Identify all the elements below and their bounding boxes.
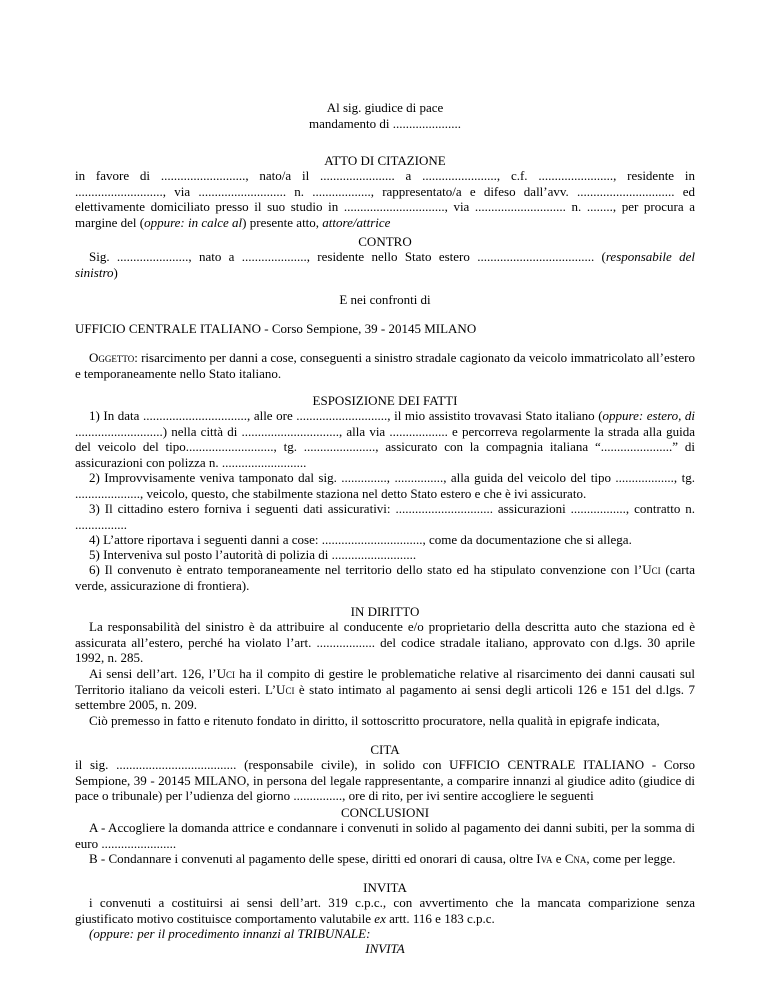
contro-italic: responsabile del sinistro xyxy=(75,249,695,280)
intro-role: attore/attrice xyxy=(322,214,391,230)
conclusioni-b xyxy=(75,851,695,867)
diritto-p2-abbr-1: ci xyxy=(226,666,236,681)
fatto-1-text: 1) In data ................................, alle ore ............................, il mio assistito trovavasi Stato italiano ( xyxy=(89,408,603,423)
document-title: ATTO DI CITAZIONE xyxy=(324,153,446,168)
conclusioni-b-abbr-2: na xyxy=(573,851,587,866)
intro-italic: oppure: in calce al xyxy=(144,214,243,230)
invita-oppure xyxy=(75,926,695,942)
intro-paragraph xyxy=(75,168,695,230)
contro-paragraph xyxy=(75,249,695,280)
fatto-6-abbr: ci xyxy=(651,562,661,577)
fatto-3 xyxy=(75,501,695,532)
invita-heading-2 xyxy=(75,941,695,957)
invita-text-a: i convenuti a costituirsi ai sensi dell’art. 319 c.p.c., con avvertimento che la mancata comparizione senza giustificato motivo costituisce comportamento valutabile xyxy=(75,895,695,926)
invita-heading: INVITA xyxy=(363,880,407,895)
conclusioni-b-abbr-1: va xyxy=(540,851,553,866)
invita-text-b: artt. 116 e 183 c.p.c. xyxy=(385,910,495,926)
fatto-5 xyxy=(75,547,695,563)
diritto-paragraph-2 xyxy=(75,666,695,713)
fatto-1-italic: oppure: estero, di xyxy=(602,408,695,423)
nei-confronti-heading: E nei confronti di xyxy=(339,292,431,307)
fatto-4-text: 4) L’attore riportava i seguenti danni a cose: ..............................., come da documentazione che si allega. xyxy=(89,532,632,547)
conclusioni-heading: CONCLUSIONI xyxy=(340,805,430,820)
contro-text: Sig. ......................, nato a ...................., residente nello Stato estero .................................... ( xyxy=(89,249,606,264)
contro-heading: CONTRO xyxy=(358,234,412,249)
diritto-p2-abbr-2: ci xyxy=(285,681,295,697)
fatto-4 xyxy=(75,532,695,548)
intro-text: in favore di .........................., nato/a il ....................... a ......................., c.f. ......................., residente in ..........................., via ........................... n. .................., rappresentato/a e difeso dall’avv. .............................. ed elettivamente domiciliato presso il suo studio in ..............................., via ............................ n. ........, per procura a margine del ( xyxy=(75,168,695,230)
cita-paragraph: il sig. ..................................... (responsabile civile), in solido con UFFICIO CENTRALE ITALIANO - Corso Sempione, 39 - 20145 MILANO, in persona del legale rappresentante, a comparire innanzi al giudice adito (giudice di pace o tribunale) per l’udienza del giorno ..............., ore di rito, per ivi sentire accogliere le seguenti xyxy=(75,757,695,803)
conclusioni-b-c: , come per legge. xyxy=(586,851,676,866)
addressee xyxy=(75,100,695,131)
fatto-1 xyxy=(75,408,695,470)
invita-ex: ex xyxy=(374,910,386,926)
fatto-1-tail: ...........................) nella città di .............................., alla via .................. e percorreva regolarmente la strada alla guida del veicolo del tipo..........................., tg. ......................, assicurato con la compagnia italiana “......................” di assicurazioni con polizza n. .......................... xyxy=(75,423,695,470)
oggetto-paragraph xyxy=(75,350,695,381)
fatto-3-text: 3) Il cittadino estero forniva i seguenti dati assicurativi: .............................. assicurazioni ................., contratto n. ................ xyxy=(75,501,695,532)
intro-tail: ) presente atto, xyxy=(242,214,323,230)
fatto-2-text: 2) Improvvisamente veniva tamponato dal sig. .............., ..............., alla guida del veicolo del tipo .................., tg. ...................., veicolo, questo, che stabilmente staziona nel detto Stato estero e che è ivi assicurato. xyxy=(75,470,695,501)
fatto-6-tail: (carta verde, assicurazione di frontiera). xyxy=(75,562,696,593)
fatto-6 xyxy=(75,562,695,593)
fatto-5-text: 5) Interveniva sul posto l’autorità di polizia di .......................... xyxy=(89,547,417,562)
oggetto-text: : risarcimento per danni a cose, conseguenti a sinistro stradale cagionato da veicolo immatricolato all’estero e temporaneamente nello Stato italiano. xyxy=(75,350,695,381)
addressee-line-1: Al sig. giudice di pace xyxy=(326,100,444,115)
diritto-paragraph-1: La responsabilità del sinistro è da attribuire al conducente e/o proprietario della descritta auto che staziona ed è assicurata all’estero, perché ha violato l’art. .................. del codice stradale italiano, approvato con d.lgs. 30 aprile 1992, n. 285. xyxy=(75,619,695,665)
esposizione-heading: ESPOSIZIONE DEI FATTI xyxy=(312,393,458,408)
diritto-p2-b: ha il compito di gestire le problematiche relative al risarcimento dei danni causati sul Territorio italiano da veicoli esteri. L’U xyxy=(75,666,695,697)
diritto-heading: IN DIRITTO xyxy=(350,604,420,619)
diritto-p2-a: Ai sensi dell’art. 126, l’U xyxy=(89,666,227,681)
addressee-line-2: mandamento di ..................... xyxy=(308,115,461,131)
fatto-2 xyxy=(75,470,695,501)
oggetto-label: Oggetto xyxy=(89,350,135,365)
ufficio-line: UFFICIO CENTRALE ITALIANO - Corso Sempione, 39 - 20145 MILANO xyxy=(75,321,477,336)
fatto-6-text: 6) Il convenuto è entrato temporaneamente nel territorio dello stato ed ha stipulato convenzione con l’U xyxy=(89,562,652,577)
conclusioni-b-a: B - Condannare i convenuti al pagamento delle spese, diritti ed onorari di causa, oltre I xyxy=(89,851,541,866)
conclusioni-b-b: e C xyxy=(552,851,574,866)
invita-oppure-text: (oppure: per il procedimento innanzi al TRIBUNALE: xyxy=(89,926,371,941)
invita-paragraph xyxy=(75,895,695,926)
invita-heading-2-text: INVITA xyxy=(365,941,405,956)
cita-heading: CITA xyxy=(370,742,400,757)
contro-tail: ) xyxy=(113,264,118,280)
diritto-p2-c: è stato intimato al pagamento ai sensi degli articoli 126 e 151 del d.lgs. 7 settembre 2005, n. 209. xyxy=(75,681,695,712)
conclusioni-a: A - Accogliere la domanda attrice e condannare i convenuti in solido al pagamento dei danni subiti, per la somma di euro ....................... xyxy=(75,820,695,851)
diritto-paragraph-3: Ciò premesso in fatto e ritenuto fondato in diritto, il sottoscritto procuratore, nella qualità in epigrafe indicata, xyxy=(89,713,660,728)
